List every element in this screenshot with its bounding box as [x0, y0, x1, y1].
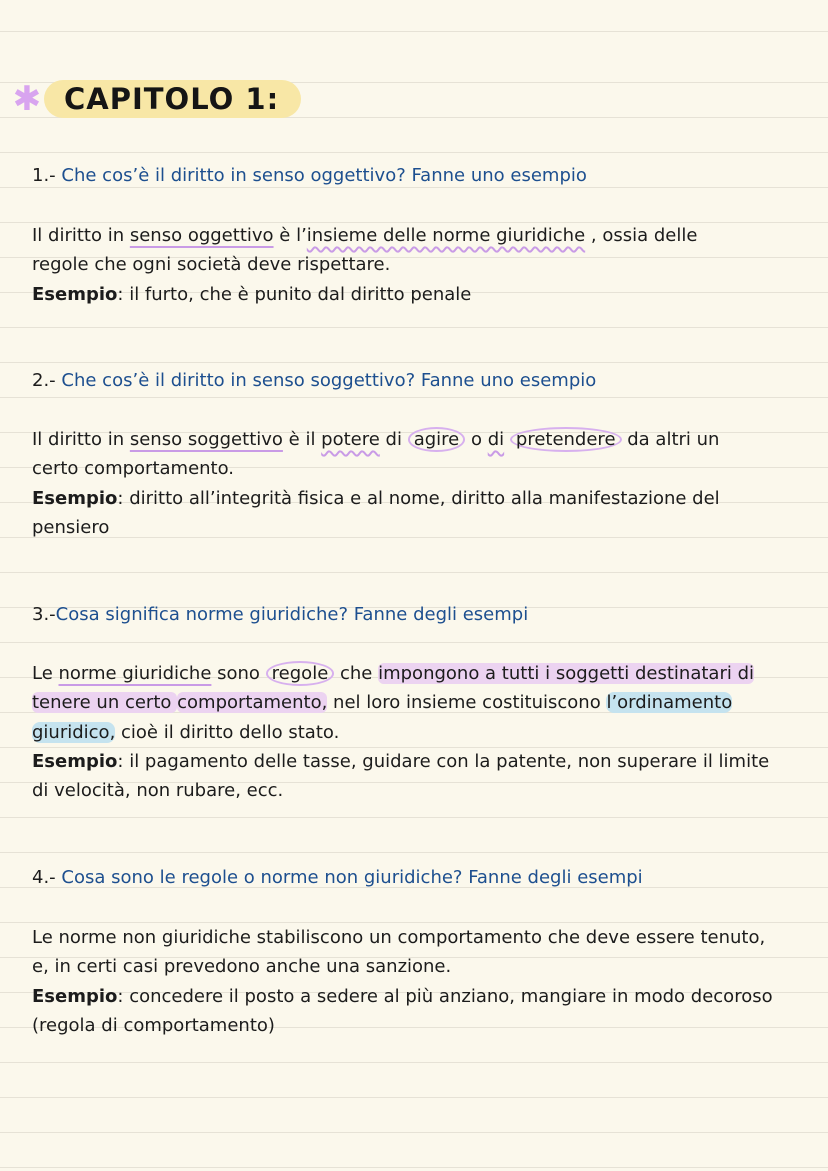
- highlighted-text: comportamento,: [177, 692, 328, 714]
- example-text: pensiero: [32, 516, 110, 538]
- question-4: [32, 867, 643, 888]
- question-3: [32, 604, 528, 625]
- circled-text: agire: [408, 427, 466, 452]
- example-text: : il furto, che è punito dal diritto penale: [117, 283, 472, 305]
- text: Le: [32, 663, 59, 684]
- chapter-title: CAPITOLO 1:: [44, 80, 301, 118]
- text: o: [465, 429, 488, 450]
- text: che: [334, 663, 379, 684]
- text: da altri un: [621, 429, 720, 450]
- highlighted-text: l’ordinamento: [606, 692, 733, 714]
- circled-text: regole: [266, 661, 335, 686]
- question-text: Cosa sono le regole o norme non giuridiche? Fanne degli esempi: [61, 867, 643, 888]
- text: è l’: [273, 225, 307, 246]
- text: è il: [282, 429, 322, 450]
- text: certo comportamento.: [32, 458, 235, 480]
- wavy-underlined-text: insieme delle norme giuridiche: [306, 225, 586, 246]
- highlighted-text: giuridico,: [32, 721, 116, 743]
- example-label: Esempio: [32, 487, 118, 509]
- question-text: Cosa significa norme giuridiche? Fanne degli esempi: [55, 604, 529, 625]
- example-text: (regola di comportamento): [32, 1014, 275, 1036]
- text: nel loro insieme costituiscono: [327, 692, 607, 714]
- text: cioè il diritto dello stato.: [115, 721, 340, 743]
- answer-2: [32, 425, 792, 542]
- asterisk-icon: ✱: [12, 79, 42, 119]
- example-label: Esempio: [32, 985, 118, 1007]
- text: , ossia delle: [585, 225, 698, 246]
- wavy-underlined-text: potere: [321, 429, 380, 450]
- chapter-heading: [10, 80, 301, 118]
- example-text: : concedere il posto a sedere al più anziano, mangiare in modo decoroso: [117, 985, 773, 1007]
- text: Il diritto in: [32, 225, 130, 246]
- question-1: [32, 165, 587, 186]
- highlighted-text: impongono a tutti i soggetti destinatari di: [378, 663, 755, 684]
- question-number: 2.-: [32, 370, 56, 391]
- text: Il diritto in: [32, 429, 130, 450]
- example-text: : diritto all’integrità fisica e al nome, diritto alla manifestazione del: [117, 487, 720, 509]
- answer-3: [32, 659, 792, 805]
- question-text: Che cos’è il diritto in senso soggettivo? Fanne uno esempio: [61, 370, 597, 391]
- question-number: 4.-: [32, 867, 56, 888]
- underlined-text: norme giuridiche: [58, 663, 212, 684]
- example-text: di velocità, non rubare, ecc.: [32, 780, 284, 802]
- text: sono: [211, 663, 266, 684]
- highlighted-text: tenere un certo: [32, 692, 178, 714]
- text: regole che ogni società deve rispettare.: [32, 254, 391, 276]
- answer-1: [32, 221, 792, 309]
- example-label: Esempio: [32, 283, 118, 305]
- question-number: 3.-: [32, 604, 56, 625]
- question-2: [32, 370, 596, 391]
- text: e, in certi casi prevedono anche una sanzione.: [32, 956, 452, 978]
- example-text: : il pagamento delle tasse, guidare con la patente, non superare il limite: [117, 750, 770, 772]
- text: di: [379, 429, 408, 450]
- question-text: Che cos’è il diritto in senso oggettivo? Fanne uno esempio: [61, 165, 587, 186]
- example-label: Esempio: [32, 750, 118, 772]
- underlined-text: senso soggettivo: [129, 429, 283, 450]
- circled-text: pretendere: [510, 427, 622, 452]
- question-number: 1.-: [32, 165, 56, 186]
- underlined-text: senso oggettivo: [129, 225, 274, 246]
- answer-4: [32, 923, 792, 1040]
- text: Le norme non giuridiche stabiliscono un comportamento che deve essere tenuto,: [32, 927, 766, 948]
- wavy-underlined-text: di: [487, 429, 505, 450]
